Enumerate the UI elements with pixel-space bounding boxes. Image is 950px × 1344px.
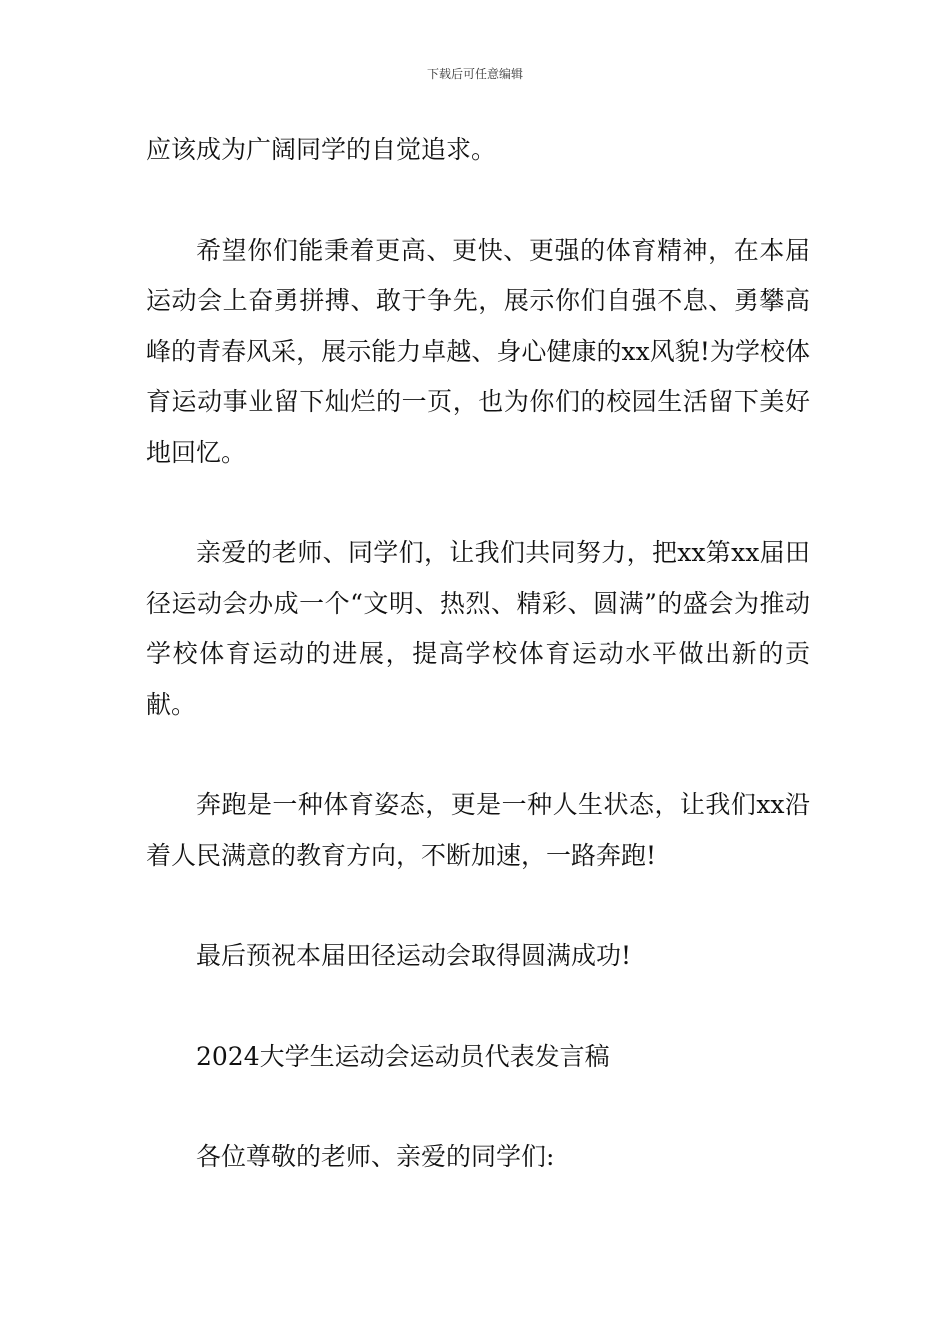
- paragraph-call-to-action: 亲爱的老师、同学们，让我们共同努力，把xx第xx届田径运动会办成一个“文明、热烈、精彩、圆满”的盛会为推动学校体育运动的进展，提高学校体育运动水平做出新的贡献。: [146, 538, 810, 719]
- document-body: [146, 125, 810, 1183]
- paragraph-gap: [146, 730, 810, 780]
- paragraph-gap: [146, 982, 810, 1032]
- paragraph-gap: [146, 176, 810, 226]
- paragraph-continuation: 应该成为广阔同学的自觉追求。: [146, 135, 497, 164]
- section-title: 2024大学生运动会运动员代表发言稿: [196, 1041, 610, 1071]
- paragraph-hope: 希望你们能秉着更高、更快、更强的体育精神，在本届运动会上奋勇拼搏、敢于争先，展示你们自强不息、勇攀高峰的青春风采，展示能力卓越、身心健康的xx风貌!为学校体育运动事业留下灿烂的一页，也为你们的校园生活留下美好地回忆。: [146, 235, 810, 467]
- salutation: 各位尊敬的老师、亲爱的同学们:: [196, 1142, 555, 1171]
- paragraph-gap: [146, 478, 810, 528]
- paragraph-gap: [146, 1082, 810, 1132]
- paragraph-running: 奔跑是一种体育姿态，更是一种人生状态，让我们xx沿着人民满意的教育方向，不断加速，一路奔跑!: [146, 790, 810, 870]
- page-header-note: 下载后可任意编辑: [426, 67, 523, 81]
- paragraph-closing-wish: 最后预祝本届田径运动会取得圆满成功!: [196, 941, 632, 970]
- paragraph-gap: [146, 881, 810, 931]
